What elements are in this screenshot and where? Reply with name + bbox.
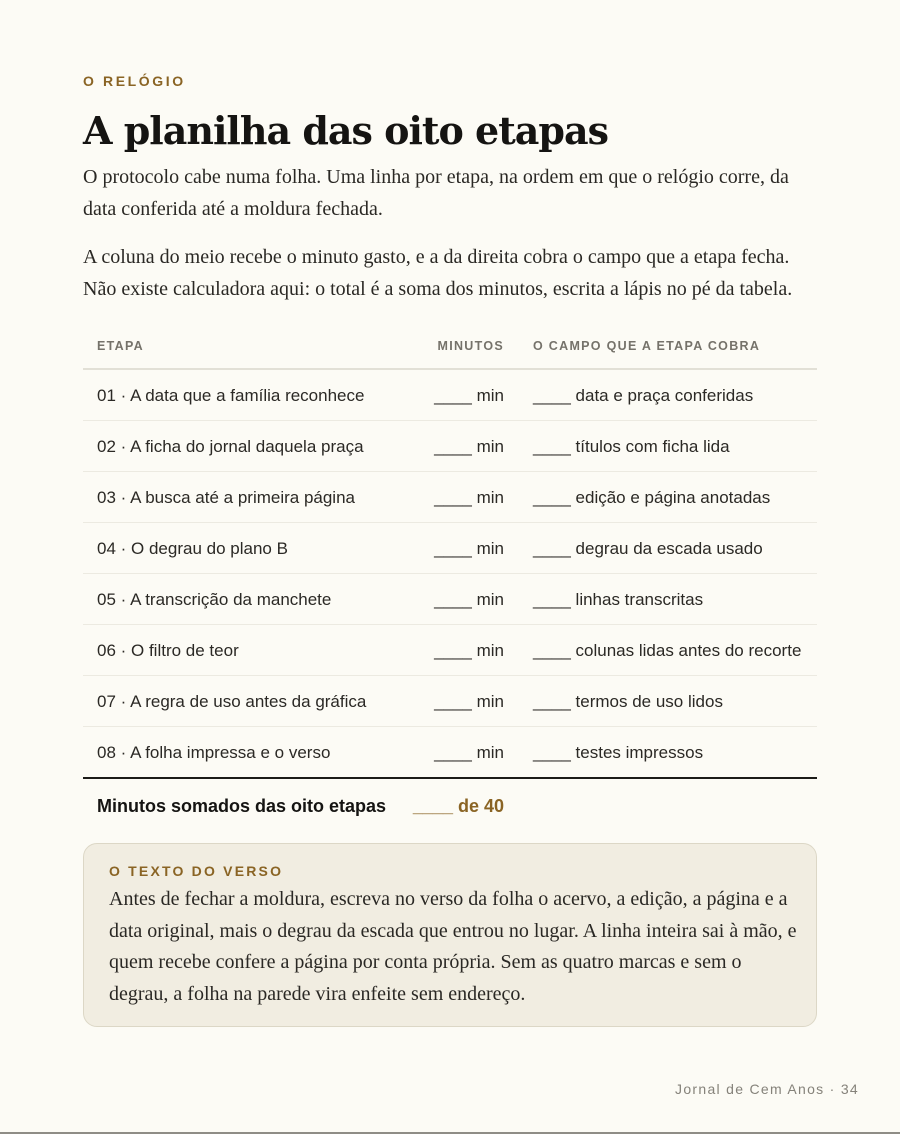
row-campo: ____ linhas transcritas [533, 590, 704, 609]
row-etapa: 06 · O filtro de teor [97, 641, 239, 660]
row-campo: ____ testes impressos [533, 743, 704, 762]
row-etapa: 07 · A regra de uso antes da gráfica [97, 692, 367, 711]
table-row [83, 370, 817, 421]
verso-note-box [83, 843, 817, 1027]
column-header-etapa: ETAPA [97, 339, 145, 353]
row-campo: ____ termos de uso lidos [533, 692, 723, 711]
row-etapa: 08 · A folha impressa e o verso [97, 743, 331, 762]
row-minutos: ____ min [434, 641, 504, 660]
row-minutos: ____ min [434, 386, 504, 405]
note-text: Antes de fechar a moldura, escreva no verso da folha o acervo, a edição, a página e a data original, mais o degrau da escada que entrou no lugar. A linha inteira sai à mão, e quem recebe confere a página por conta própria. Sem as quatro marcas e sem o degrau, a folha na parede vira enfeite sem endereço. [109, 888, 797, 1005]
row-campo: ____ edição e página anotadas [533, 488, 771, 507]
table-header [83, 328, 817, 370]
table-row [83, 676, 817, 727]
row-minutos: ____ min [434, 743, 504, 762]
row-etapa: 01 · A data que a família reconhece [97, 386, 365, 405]
table-total-row [83, 779, 817, 833]
column-header-minutos: MINUTOS [437, 339, 504, 353]
row-minutos: ____ min [434, 437, 504, 456]
row-etapa: 02 · A ficha do jornal daquela praça [97, 437, 364, 456]
row-minutos: ____ min [434, 590, 504, 609]
column-header-campo: O CAMPO QUE A ETAPA COBRA [533, 339, 761, 353]
section-kicker: O RELÓGIO [83, 73, 186, 89]
row-minutos: ____ min [434, 692, 504, 711]
intro-paragraph-1: O protocolo cabe numa folha. Uma linha por etapa, na ordem em que o relógio corre, da data conferida até a moldura fechada. [83, 166, 789, 220]
table-row [83, 421, 817, 472]
stages-table [83, 328, 817, 833]
intro-paragraph-2: A coluna do meio recebe o minuto gasto, e a da direita cobra o campo que a etapa fecha. Não existe calculadora aqui: o total é a soma dos minutos, escrita a lápis no pé da tabela. [83, 246, 793, 300]
table-row [83, 625, 817, 676]
row-etapa: 04 · O degrau do plano B [97, 539, 288, 558]
note-label: O TEXTO DO VERSO [109, 863, 284, 879]
row-etapa: 03 · A busca até a primeira página [97, 488, 355, 507]
page-title: A planilha das oito etapas [83, 108, 608, 153]
page-footer: Jornal de Cem Anos · 34 [675, 1081, 859, 1097]
row-etapa: 05 · A transcrição da manchete [97, 590, 332, 609]
table-row [83, 523, 817, 574]
table-row [83, 574, 817, 625]
row-campo: ____ colunas lidas antes do recorte [533, 641, 802, 660]
row-campo: ____ data e praça conferidas [533, 386, 754, 405]
total-label: Minutos somados das oito etapas [97, 796, 387, 816]
row-campo: ____ títulos com ficha lida [533, 437, 730, 456]
row-minutos: ____ min [434, 539, 504, 558]
row-minutos: ____ min [434, 488, 504, 507]
table-row [83, 727, 817, 779]
table-row [83, 472, 817, 523]
total-value: ____ de 40 [412, 796, 504, 816]
row-campo: ____ degrau da escada usado [533, 539, 763, 558]
